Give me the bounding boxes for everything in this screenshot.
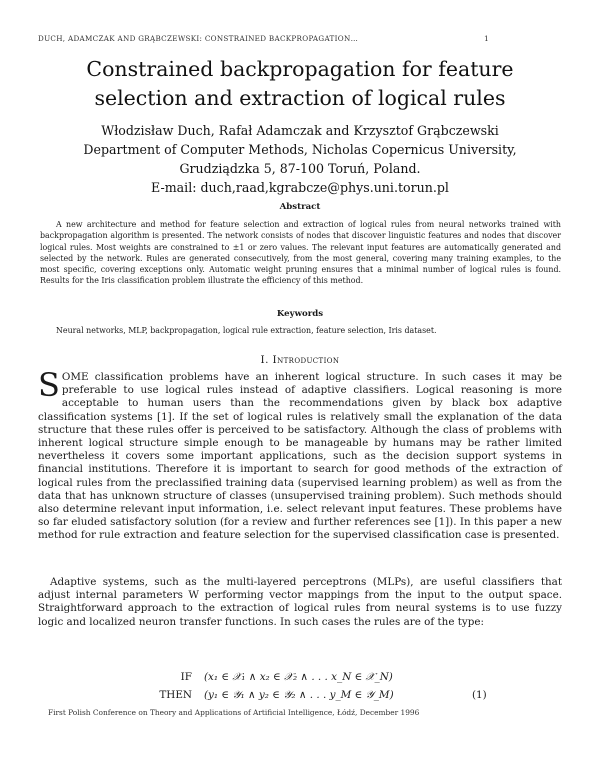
conference-footer: First Polish Conference on Theory and Applications of Artificial Intelligence, Łódź, December 1996 [48,708,420,717]
then-keyword: THEN [159,689,192,701]
keywords-text: Neural networks, MLP, backpropagation, logical rule extraction, feature selection, Iris dataset. [56,326,437,335]
equation-number: (1) [472,689,487,701]
paper-title [40,55,560,113]
author-block [40,121,560,197]
abstract-heading: Abstract [279,202,321,212]
title-line: selection and extraction of logical rules [94,86,506,110]
equation-if-line [150,671,393,684]
section-heading: I. Introduction [260,354,340,366]
address: Grudziądzka 5, 87-100 Toruń, Poland. [179,161,421,176]
running-head: DUCH, ADAMCZAK AND GRĄBCZEWSKI: CONSTRAINED BACKPROPAGATION… [38,34,359,43]
if-expression: (x₁ ∈ 𝒳₁ ∧ x₂ ∈ 𝒳₂ ∧ . . . x_N ∈ 𝒳_N) [204,671,393,683]
keywords-heading: Keywords [276,309,324,319]
intro-paragraph-1-text: OME classification problems have an inherent logical structure. In such cases it may be preferable to use logical rules instead of adaptive classifiers. Logical reasoning is more acceptable to human users than the recommendations given by black box adaptive classification systems [1]. If the set of logical rules is relatively small the explanation of the data structure that these rules offer is perceived to be satisfactory. Although the class of problems with inherent logical structure simple enough to be manageable by humans may be rather limited nevertheless it covers some important applications, such as the decision support systems in financial institutions. Therefore it is important to search for good methods of the extraction of logical rules from the preclassified training data (supervised learning problem) as well as from the data that has unknown structure of classes (unsupervised training problem). Such methods should also determine relevant input information, i.e. select relevant input features. These problems have so far eluded satisfactory solution (for a review and further references see [1]). In this paper a new method for rule extraction and feature selection for the supervised classification case is presented. [38,371,562,542]
page-number: 1 [484,34,489,43]
equation-then-line [150,689,394,702]
intro-paragraph-2: Adaptive systems, such as the multi-layered perceptrons (MLPs), are useful classifiers that adjust internal parameters W performing vector mappings from the input to the output space. Straightforward approach to the extraction of logical rules from neural systems is to use fuzzy logic and localized neuron transfer functions. In such cases the rules are of the type: [38,576,562,628]
title-line: Constrained backpropagation for feature [86,57,514,81]
email: E-mail: duch,raad,kgrabcze@phys.uni.torun.pl [151,180,449,195]
drop-cap: S [38,366,60,404]
then-expression: (y₁ ∈ 𝒴₁ ∧ y₂ ∈ 𝒴₂ ∧ . . . y_M ∈ 𝒴_M) [204,689,394,701]
abstract-text: A new architecture and method for feature selection and extraction of logical rules from neural networks trained with backpropagation algorithm is presented. The network consists of nodes that discover linguistic features and nodes that discover logical rules. Most weights are constrained to ±1 or zero values. The relevant input features are automatically generated and selected by the network. Rules are generated consecutively, from the most general, covering many training examples, to the most specific, covering exceptions only. Automatic weight pruning ensures that a minimal number of logical rules is found. Results for the Iris classification problem illustrate the efficiency of this method. [40,220,561,286]
intro-paragraph-1 [38,366,562,543]
if-keyword: IF [180,671,192,683]
affiliation: Department of Computer Methods, Nicholas Copernicus University, [83,142,517,157]
author-names: Włodzisław Duch, Rafał Adamczak and Krzysztof Grąbczewski [101,123,499,138]
